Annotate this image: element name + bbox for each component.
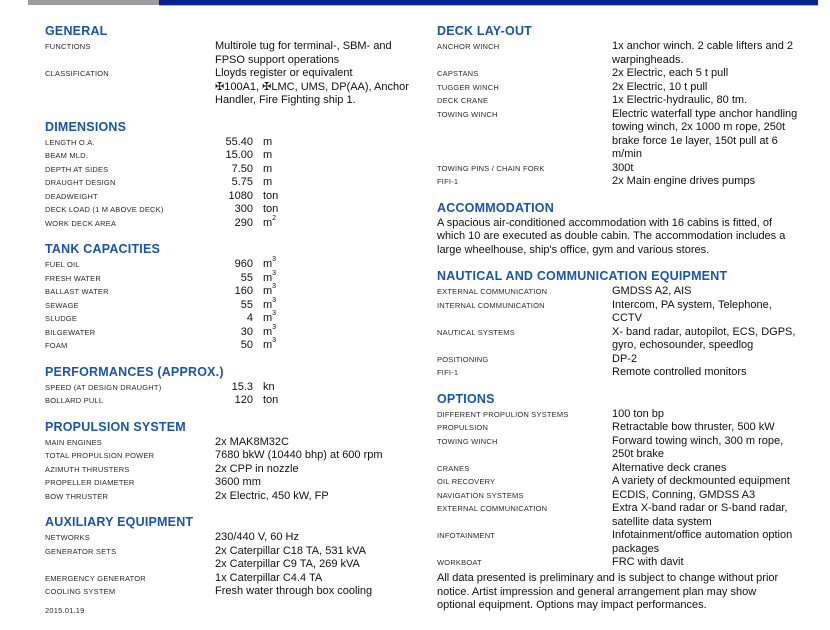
spec-row bbox=[437, 462, 829, 476]
spec-row bbox=[45, 585, 427, 599]
spec-row bbox=[437, 94, 829, 108]
spec-value-line: FPSO support operations bbox=[215, 53, 340, 66]
spec-value bbox=[612, 408, 664, 422]
spec-label: FIFI-1 bbox=[437, 368, 459, 377]
spec-label: DIFFERENT PROPULION SYSTEMS bbox=[437, 409, 569, 419]
spec-label: DEPTH AT SIDES bbox=[45, 164, 109, 174]
spec-value-line: satellite data system bbox=[612, 515, 712, 528]
spec-label: PROPULSION bbox=[437, 423, 489, 432]
spec-row bbox=[45, 381, 427, 395]
spec-unit bbox=[263, 381, 275, 395]
spec-unit-base: m bbox=[263, 258, 273, 270]
spec-label: FUEL OIL bbox=[45, 260, 80, 269]
spec-label: EXTERNAL COMMUNICATION bbox=[437, 287, 548, 296]
spec-value-line: CCTV bbox=[612, 312, 642, 324]
spec-unit-base: m bbox=[263, 339, 273, 351]
spec-label: INFOTAINMENT bbox=[437, 531, 496, 540]
spec-label: ANCHOR WINCH bbox=[437, 42, 500, 51]
spec-value bbox=[612, 67, 728, 81]
spec-value-line: towing winch, 2x 1000 m rope, 250t bbox=[612, 121, 786, 133]
spec-label: DECK CRANE bbox=[437, 96, 489, 105]
section-title: AUXILIARY EQUIPMENT bbox=[45, 515, 194, 529]
spec-row bbox=[45, 545, 427, 572]
spec-unit-exponent: 3 bbox=[272, 256, 277, 264]
spec-value bbox=[215, 463, 299, 477]
spec-label: DEADWEIGHT bbox=[45, 191, 98, 201]
spec-value bbox=[215, 545, 366, 572]
section-accommodation bbox=[437, 201, 829, 258]
spec-number: 55.40 bbox=[225, 135, 253, 148]
spec-label: SLUDGE bbox=[45, 314, 78, 323]
paragraph-line: large wheelhouse, ship's office, gym and various stores. bbox=[437, 243, 710, 256]
spec-unit-base: ton bbox=[263, 203, 279, 215]
spec-label: OIL RECOVERY bbox=[437, 477, 496, 486]
spec-row bbox=[45, 323, 427, 340]
spec-label: BILGEWATER bbox=[45, 327, 96, 337]
spec-unit bbox=[263, 149, 272, 163]
section-propulsion-system bbox=[45, 420, 427, 504]
spec-value-line: Infotainment/office automation option bbox=[612, 529, 793, 541]
spec-label: EXTERNAL COMMUNICATION bbox=[437, 504, 548, 513]
spec-row bbox=[437, 108, 829, 162]
spec-unit-base: m bbox=[263, 298, 273, 311]
spec-number: 300 bbox=[234, 203, 253, 215]
spec-unit bbox=[263, 339, 276, 353]
spec-unit-base: m bbox=[263, 312, 273, 324]
spec-label: WORK DECK AREA bbox=[45, 218, 117, 228]
spec-value bbox=[612, 421, 775, 435]
spec-label: PROPELLER DIAMETER bbox=[45, 478, 135, 487]
spec-value-line: 3600 mm bbox=[215, 476, 261, 488]
spec-row bbox=[45, 463, 427, 477]
spec-label: BEAM MLD. bbox=[45, 151, 89, 160]
spec-value-line: Multirole tug for terminal-, SBM- and bbox=[215, 40, 392, 52]
spec-number: 55 bbox=[240, 271, 253, 284]
spec-row bbox=[437, 67, 829, 81]
spec-number: 160 bbox=[234, 285, 253, 297]
spec-label: BALLAST WATER bbox=[45, 287, 109, 296]
spec-value bbox=[612, 162, 633, 176]
spec-row bbox=[437, 502, 829, 529]
spec-value-line: Forward towing winch, 300 m rope, bbox=[612, 434, 784, 447]
spec-value bbox=[612, 326, 795, 353]
spec-row bbox=[45, 436, 427, 450]
spec-unit-base: m bbox=[263, 285, 273, 297]
spec-number: 5.75 bbox=[231, 176, 253, 188]
spec-row bbox=[437, 475, 829, 489]
spec-value-line: FRC with davit bbox=[612, 556, 684, 568]
spec-value-line: Intercom, PA system, Telephone, bbox=[612, 298, 772, 311]
spec-label: SEWAGE bbox=[45, 300, 79, 310]
spec-number: 15.3 bbox=[231, 380, 253, 393]
spec-value bbox=[612, 94, 747, 108]
spec-label: MAIN ENGINES bbox=[45, 437, 102, 447]
spec-row bbox=[437, 162, 829, 176]
spec-value-line: Lloyds register or equivalent bbox=[215, 67, 353, 79]
spec-unit-exponent: 3 bbox=[272, 269, 277, 277]
spec-value-line: warpingheads. bbox=[612, 53, 684, 66]
spec-label: INTERNAL COMMUNICATION bbox=[437, 300, 545, 310]
spec-value-line: Fresh water through box cooling bbox=[215, 585, 373, 597]
spec-number: 1080 bbox=[228, 189, 253, 202]
spec-row bbox=[45, 312, 427, 326]
spec-row bbox=[437, 421, 829, 435]
spec-label: TOWING WINCH bbox=[437, 436, 498, 446]
spec-value bbox=[215, 585, 372, 599]
section-title: NAUTICAL AND COMMUNICATION EQUIPMENT bbox=[437, 269, 728, 283]
spec-value-line: 1x Electric-hydraulic, 80 tm. bbox=[612, 94, 748, 106]
spec-label: NAUTICAL SYSTEMS bbox=[437, 327, 515, 337]
disclaimer-line: All data presented is preliminary and is subject to change without prior bbox=[437, 572, 779, 584]
disclaimer-line: notice. Artist impression and general arrangement plan may show bbox=[437, 585, 757, 598]
spec-value-line: Alternative deck cranes bbox=[612, 461, 727, 474]
spec-value-line: 300t bbox=[612, 161, 634, 174]
spec-row bbox=[45, 476, 427, 490]
spec-row bbox=[45, 136, 427, 150]
spec-value bbox=[215, 572, 322, 586]
spec-label: NETWORKS bbox=[45, 533, 90, 542]
spec-value bbox=[612, 475, 790, 489]
left-column bbox=[45, 24, 427, 611]
spec-unit bbox=[263, 214, 277, 231]
spec-unit-base: ton bbox=[263, 189, 279, 202]
section-title: ACCOMMODATION bbox=[437, 200, 554, 215]
section-title: DECK LAY-OUT bbox=[437, 24, 533, 38]
spec-row bbox=[437, 175, 829, 189]
spec-row bbox=[45, 490, 427, 504]
spec-value bbox=[612, 502, 787, 529]
spec-value-line: Electric waterfall type anchor handling bbox=[612, 107, 798, 120]
paragraph-line: which 10 are executed as double cabin. The accommodation includes a bbox=[437, 230, 786, 242]
spec-row bbox=[45, 258, 427, 272]
spec-value bbox=[612, 366, 747, 380]
spec-value-line: Remote controlled monitors bbox=[612, 366, 747, 378]
spec-value bbox=[215, 476, 261, 490]
section-options bbox=[437, 392, 829, 570]
spec-label: CRANES bbox=[437, 463, 470, 473]
spec-value-line: Handler, Fire Fighting ship 1. bbox=[215, 94, 356, 106]
spec-row bbox=[45, 149, 427, 163]
spec-number: 15.00 bbox=[225, 149, 253, 161]
spec-label: TOTAL PROPULSION POWER bbox=[45, 451, 155, 460]
spec-value-line: 7680 bkW (10440 bhp) at 600 rpm bbox=[215, 449, 383, 461]
paragraph-line: A spacious air-conditioned accommodation with 16 cabins is fitted, of bbox=[437, 216, 773, 229]
spec-value bbox=[612, 462, 726, 476]
section-performances-approx bbox=[45, 365, 427, 408]
spec-label: LENGTH O.A. bbox=[45, 137, 95, 147]
spec-label: CAPSTANS bbox=[437, 69, 479, 78]
spec-label: TUGGER WINCH bbox=[437, 82, 499, 92]
spec-row bbox=[45, 285, 427, 299]
spec-label: EMERGENCY GENERATOR bbox=[45, 573, 146, 583]
spec-number: 290 bbox=[234, 216, 253, 229]
spec-value bbox=[612, 556, 684, 570]
spec-unit-base: m bbox=[263, 325, 273, 338]
spec-value-line: A variety of deckmounted equipment bbox=[612, 475, 790, 487]
spec-row bbox=[45, 572, 427, 586]
spec-row bbox=[437, 81, 829, 95]
spec-unit bbox=[263, 190, 278, 204]
section-title: TANK CAPACITIES bbox=[45, 242, 161, 256]
spec-label: FOAM bbox=[45, 341, 68, 350]
spec-value-line: 2x CPP in nozzle bbox=[215, 462, 299, 475]
spec-label: AZIMUTH THRUSTERS bbox=[45, 464, 130, 474]
spec-value bbox=[612, 435, 783, 462]
spec-value-line: 1x anchor winch. 2 cable lifters and 2 bbox=[612, 40, 793, 52]
spec-row bbox=[437, 353, 829, 367]
spec-unit-exponent: 3 bbox=[272, 283, 277, 291]
spec-value bbox=[612, 489, 755, 503]
footer-date: 2015.01.19 bbox=[45, 606, 85, 615]
spec-value-line: 250t brake bbox=[612, 448, 664, 460]
spec-row bbox=[437, 529, 829, 556]
spec-row bbox=[45, 269, 427, 286]
spec-label: POSITIONING bbox=[437, 354, 489, 364]
spec-value-line: gyro, echosounder, speedlog bbox=[612, 339, 754, 351]
spec-number: 4 bbox=[246, 312, 253, 324]
spec-row bbox=[45, 190, 427, 204]
spec-label: CLASSIFICATION bbox=[45, 69, 109, 78]
spec-value bbox=[612, 108, 797, 162]
topbar-gray-segment bbox=[28, 0, 159, 5]
spec-row bbox=[437, 408, 829, 422]
spec-value-line: Retractable bow thruster, 500 kW bbox=[612, 421, 775, 433]
spec-value-line: 100 ton bp bbox=[612, 407, 664, 420]
spec-label: TOWING PINS / CHAIN FORK bbox=[437, 163, 545, 173]
spec-value bbox=[612, 81, 707, 95]
disclaimer bbox=[437, 572, 829, 613]
spec-row bbox=[437, 326, 829, 353]
spec-value-line: 2x Electric, each 5 t pull bbox=[612, 67, 729, 79]
spec-value bbox=[612, 299, 772, 326]
spec-value-line: packages bbox=[612, 542, 660, 555]
spec-unit-base: m bbox=[263, 216, 273, 229]
spec-row bbox=[437, 556, 829, 570]
section-title: OPTIONS bbox=[437, 391, 495, 406]
spec-unit-exponent: 3 bbox=[272, 337, 277, 345]
spec-unit-base: m bbox=[263, 149, 273, 161]
spec-row bbox=[45, 40, 427, 67]
spec-row bbox=[45, 163, 427, 177]
paragraph bbox=[437, 217, 829, 258]
right-column bbox=[437, 24, 829, 582]
spec-value bbox=[215, 490, 329, 504]
spec-value-line: brake force 1e layer, 150t pull at 6 bbox=[612, 134, 778, 147]
spec-value-line: GMDSS A2, AIS bbox=[612, 285, 692, 297]
spec-value-line: ✠100A1, ✠LMC, UMS, DP(AA), Anchor bbox=[215, 80, 409, 93]
spec-row bbox=[45, 531, 427, 545]
spec-row bbox=[45, 203, 427, 217]
spec-row bbox=[45, 214, 427, 231]
section-title: PERFORMANCES (APPROX.) bbox=[45, 364, 224, 379]
spec-unit-exponent: 3 bbox=[272, 323, 277, 331]
spec-value bbox=[215, 67, 409, 108]
spec-value-line: 2x MAK8M32C bbox=[215, 435, 289, 448]
spec-number: 7.50 bbox=[231, 162, 253, 175]
spec-value bbox=[612, 285, 691, 299]
spec-unit-exponent: 3 bbox=[272, 310, 277, 318]
spec-unit-base: m bbox=[263, 135, 273, 148]
topbar-blue-segment bbox=[159, 0, 818, 6]
spec-label: COOLING SYSTEM bbox=[45, 587, 116, 596]
spec-value bbox=[612, 40, 793, 67]
spec-number: 55 bbox=[240, 298, 253, 311]
spec-value-line: 230/440 V, 60 Hz bbox=[215, 531, 299, 543]
spec-row bbox=[437, 285, 829, 299]
spec-unit-base: m bbox=[263, 176, 273, 188]
spec-row bbox=[45, 339, 427, 353]
spec-unit-base: m bbox=[263, 271, 273, 284]
spec-label: GENERATOR SETS bbox=[45, 546, 117, 556]
section-title: DIMENSIONS bbox=[45, 119, 127, 134]
spec-value bbox=[612, 529, 792, 556]
spec-unit bbox=[263, 136, 272, 150]
spec-label: WORKBOAT bbox=[437, 558, 482, 567]
section-general bbox=[45, 24, 427, 108]
spec-row bbox=[437, 40, 829, 67]
spec-value-line: Extra X-band radar or S-band radar, bbox=[612, 502, 788, 514]
spec-value-line: ECDIS, Conning, GMDSS A3 bbox=[612, 488, 756, 501]
spec-value bbox=[215, 449, 383, 463]
section-dimensions bbox=[45, 120, 427, 231]
spec-label: FRESH WATER bbox=[45, 273, 101, 283]
spec-unit bbox=[263, 163, 272, 177]
spec-label: FUNCTIONS bbox=[45, 42, 91, 51]
section-tank-capacities bbox=[45, 242, 427, 353]
spec-number: 960 bbox=[234, 258, 253, 270]
spec-row bbox=[45, 449, 427, 463]
spec-label: NAVIGATION SYSTEMS bbox=[437, 490, 524, 500]
spec-value-line: 2x Main engine drives pumps bbox=[612, 175, 756, 187]
spec-label: BOW THRUSTER bbox=[45, 491, 109, 501]
spec-label: DRAUGHT DESIGN bbox=[45, 178, 116, 187]
section-title: PROPULSION SYSTEM bbox=[45, 419, 186, 434]
spec-value bbox=[612, 353, 637, 367]
spec-row bbox=[437, 489, 829, 503]
spec-label: TOWING WINCH bbox=[437, 109, 498, 119]
spec-value-line: 2x Electric, 10 t pull bbox=[612, 80, 708, 93]
spec-value-line: 2x Electric, 450 kW, FP bbox=[215, 489, 329, 502]
spec-number: 120 bbox=[234, 394, 253, 406]
spec-label: SPEED (AT DESIGN DRAUGHT) bbox=[45, 382, 162, 392]
spec-value bbox=[612, 175, 755, 189]
spec-value bbox=[215, 436, 289, 450]
spec-unit-base: ton bbox=[263, 394, 279, 406]
spec-unit-base: m bbox=[263, 162, 273, 175]
spec-row bbox=[45, 176, 427, 190]
spec-row bbox=[45, 67, 427, 108]
spec-label: BOLLARD PULL bbox=[45, 396, 104, 405]
section-title: GENERAL bbox=[45, 24, 108, 38]
section-auxiliary-equipment bbox=[45, 515, 427, 599]
spec-number: 30 bbox=[240, 325, 253, 338]
spec-value-line: m/min bbox=[612, 148, 642, 160]
spec-label: FIFI-1 bbox=[437, 177, 459, 186]
spec-label: DECK LOAD (1 M ABOVE DECK) bbox=[45, 205, 164, 214]
section-deck-lay-out bbox=[437, 24, 829, 189]
spec-value bbox=[215, 40, 392, 67]
spec-row bbox=[437, 435, 829, 462]
spec-value-line: 2x Caterpillar C9 TA, 269 kVA bbox=[215, 558, 360, 570]
section-nautical-and-communication-equipment bbox=[437, 269, 829, 380]
spec-value-line: 2x Caterpillar C18 TA, 531 kVA bbox=[215, 544, 367, 557]
spec-unit bbox=[263, 176, 272, 190]
spec-row bbox=[437, 299, 829, 326]
spec-unit bbox=[263, 203, 278, 217]
spec-row bbox=[45, 394, 427, 408]
spec-number: 50 bbox=[240, 339, 253, 351]
spec-value bbox=[215, 531, 299, 545]
spec-unit bbox=[263, 394, 278, 408]
spec-value-line: DP-2 bbox=[612, 352, 638, 365]
spec-unit-exponent: 2 bbox=[272, 214, 277, 222]
spec-unit-exponent: 3 bbox=[272, 296, 277, 304]
spec-value-line: X- band radar, autopilot, ECS, DGPS, bbox=[612, 325, 796, 338]
spec-row bbox=[437, 366, 829, 380]
spec-row bbox=[45, 296, 427, 313]
spec-unit-base: kn bbox=[263, 380, 275, 393]
spec-value-line: 1x Caterpillar C4.4 TA bbox=[215, 571, 323, 584]
disclaimer-line: optional equipment. Options may impact performances. bbox=[437, 599, 707, 611]
